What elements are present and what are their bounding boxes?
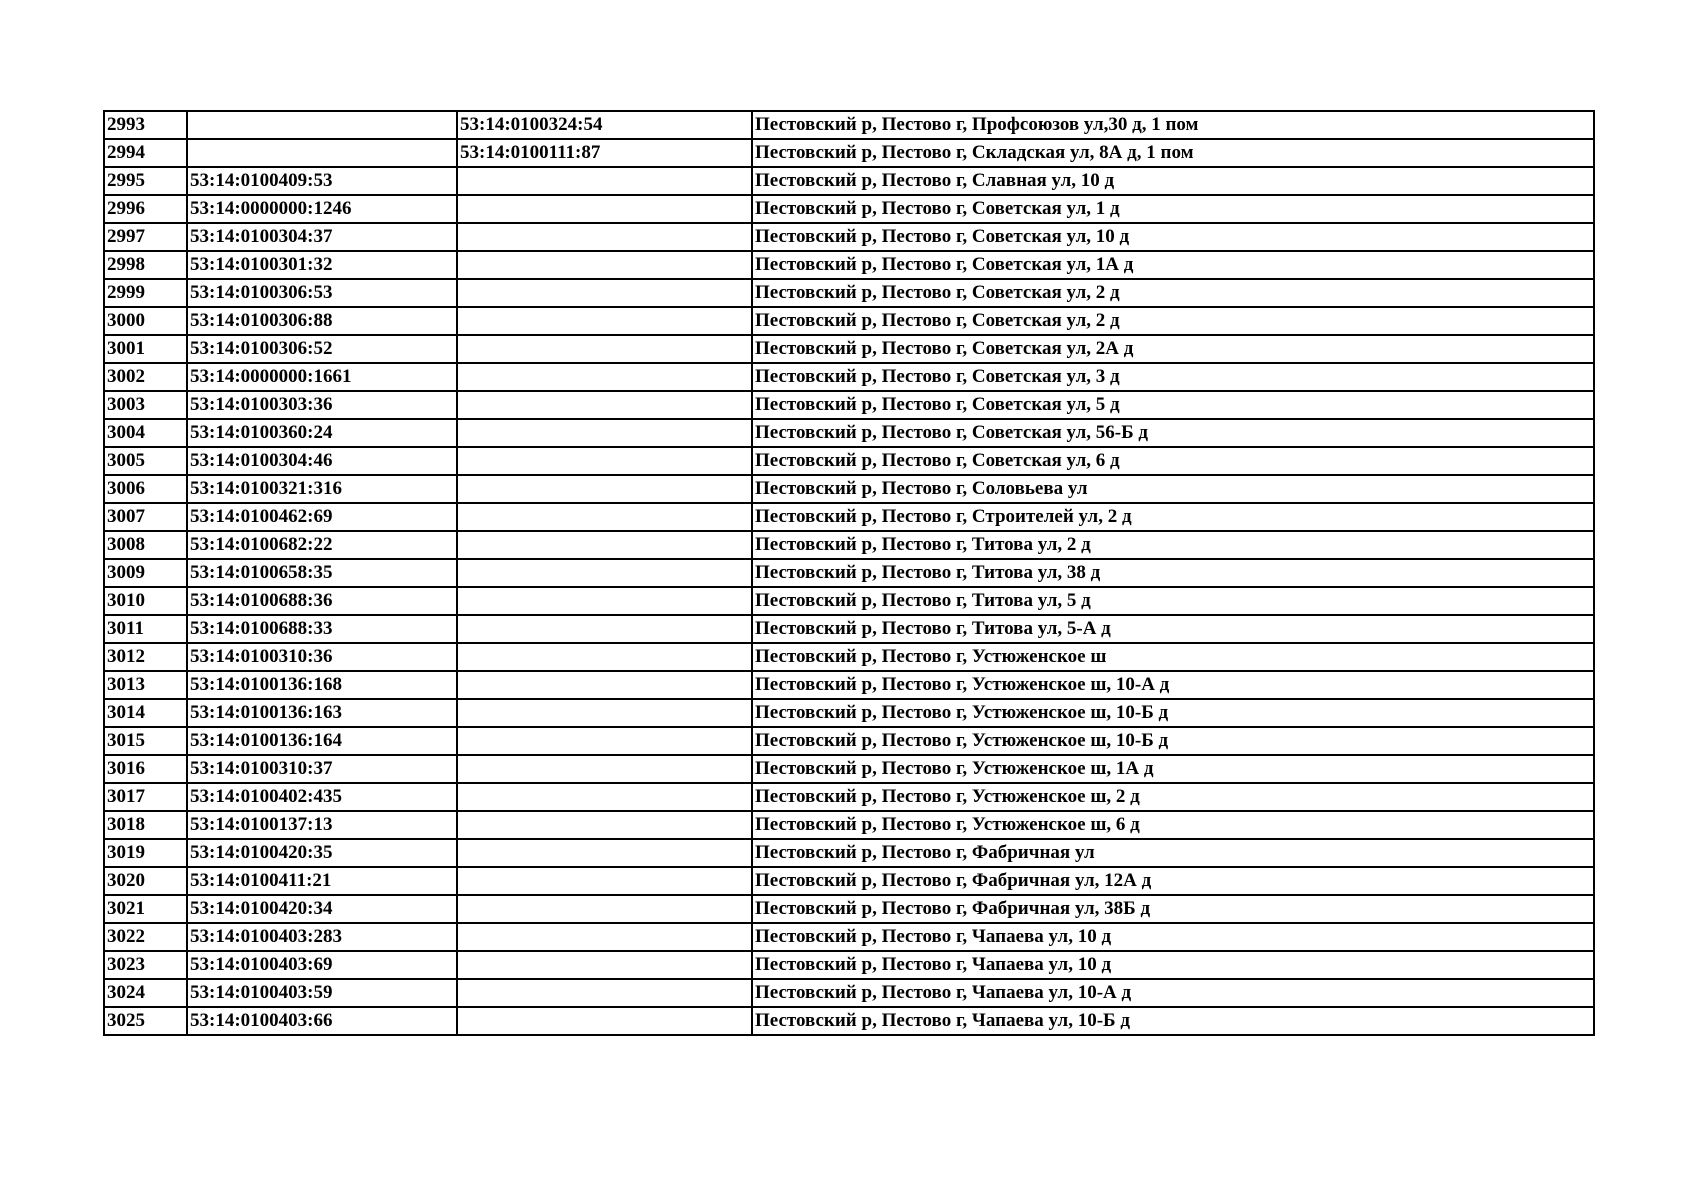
table-row [104, 979, 1594, 1007]
row-number-cell: 3004 [104, 419, 187, 447]
object-cadastral-number-cell [457, 867, 752, 895]
land-cadastral-number-cell: 53:14:0100688:36 [187, 587, 457, 615]
row-number-cell: 2995 [104, 167, 187, 195]
row-number-cell: 3014 [104, 699, 187, 727]
land-cadastral-number-cell: 53:14:0100403:66 [187, 1007, 457, 1035]
land-cadastral-number-cell: 53:14:0100658:35 [187, 559, 457, 587]
land-cadastral-number-cell: 53:14:0100420:34 [187, 895, 457, 923]
object-cadastral-number-cell [457, 839, 752, 867]
row-number-cell: 3005 [104, 447, 187, 475]
object-cadastral-number-cell [457, 895, 752, 923]
table-row [104, 335, 1594, 363]
object-cadastral-number-cell [457, 279, 752, 307]
object-cadastral-number-cell [457, 615, 752, 643]
object-cadastral-number-cell [457, 979, 752, 1007]
land-cadastral-number-cell: 53:14:0100310:36 [187, 643, 457, 671]
row-number-cell: 2999 [104, 279, 187, 307]
land-cadastral-number-cell: 53:14:0100304:37 [187, 223, 457, 251]
table-row [104, 559, 1594, 587]
row-number-cell: 3023 [104, 951, 187, 979]
land-cadastral-number-cell: 53:14:0100136:163 [187, 699, 457, 727]
row-number-cell: 3021 [104, 895, 187, 923]
row-number-cell: 3016 [104, 755, 187, 783]
table-row [104, 167, 1594, 195]
land-cadastral-number-cell: 53:14:0100403:283 [187, 923, 457, 951]
address-cell: Пестовский р, Пестово г, Фабричная ул, 12А д [752, 867, 1594, 895]
object-cadastral-number-cell [457, 167, 752, 195]
land-cadastral-number-cell: 53:14:0100301:32 [187, 251, 457, 279]
row-number-cell: 2997 [104, 223, 187, 251]
table-row [104, 867, 1594, 895]
address-cell: Пестовский р, Пестово г, Фабричная ул, 38Б д [752, 895, 1594, 923]
address-cell: Пестовский р, Пестово г, Советская ул, 1А д [752, 251, 1594, 279]
object-cadastral-number-cell [457, 755, 752, 783]
object-cadastral-number-cell: 53:14:0100111:87 [457, 139, 752, 167]
row-number-cell: 3018 [104, 811, 187, 839]
address-cell: Пестовский р, Пестово г, Титова ул, 5-А д [752, 615, 1594, 643]
object-cadastral-number-cell [457, 251, 752, 279]
table-row [104, 447, 1594, 475]
land-cadastral-number-cell [187, 139, 457, 167]
land-cadastral-number-cell: 53:14:0100688:33 [187, 615, 457, 643]
object-cadastral-number-cell [457, 335, 752, 363]
object-cadastral-number-cell [457, 391, 752, 419]
row-number-cell: 3015 [104, 727, 187, 755]
address-cell: Пестовский р, Пестово г, Титова ул, 5 д [752, 587, 1594, 615]
address-cell: Пестовский р, Пестово г, Профсоюзов ул,30 д, 1 пом [752, 111, 1594, 139]
address-cell: Пестовский р, Пестово г, Устюженское ш, 6 д [752, 811, 1594, 839]
address-cell: Пестовский р, Пестово г, Советская ул, 6 д [752, 447, 1594, 475]
address-cell: Пестовский р, Пестово г, Советская ул, 1 д [752, 195, 1594, 223]
land-cadastral-number-cell: 53:14:0100306:53 [187, 279, 457, 307]
row-number-cell: 2998 [104, 251, 187, 279]
table-row [104, 895, 1594, 923]
row-number-cell: 3020 [104, 867, 187, 895]
row-number-cell: 3002 [104, 363, 187, 391]
object-cadastral-number-cell [457, 503, 752, 531]
row-number-cell: 3017 [104, 783, 187, 811]
object-cadastral-number-cell [457, 783, 752, 811]
land-cadastral-number-cell: 53:14:0100420:35 [187, 839, 457, 867]
object-cadastral-number-cell [457, 587, 752, 615]
table-row [104, 923, 1594, 951]
land-cadastral-number-cell: 53:14:0100321:316 [187, 475, 457, 503]
object-cadastral-number-cell [457, 699, 752, 727]
table-row [104, 279, 1594, 307]
object-cadastral-number-cell [457, 475, 752, 503]
address-cell: Пестовский р, Пестово г, Строителей ул, 2 д [752, 503, 1594, 531]
address-cell: Пестовский р, Пестово г, Устюженское ш, 10-Б д [752, 699, 1594, 727]
address-cell: Пестовский р, Пестово г, Советская ул, 2 д [752, 279, 1594, 307]
address-cell: Пестовский р, Пестово г, Славная ул, 10 д [752, 167, 1594, 195]
land-cadastral-number-cell: 53:14:0100310:37 [187, 755, 457, 783]
address-cell: Пестовский р, Пестово г, Чапаева ул, 10 д [752, 923, 1594, 951]
row-number-cell: 3010 [104, 587, 187, 615]
table-row [104, 951, 1594, 979]
table-row [104, 587, 1594, 615]
address-cell: Пестовский р, Пестово г, Советская ул, 10 д [752, 223, 1594, 251]
row-number-cell: 2994 [104, 139, 187, 167]
address-cell: Пестовский р, Пестово г, Титова ул, 38 д [752, 559, 1594, 587]
address-cell: Пестовский р, Пестово г, Чапаева ул, 10 д [752, 951, 1594, 979]
table-row [104, 307, 1594, 335]
table-row [104, 391, 1594, 419]
land-cadastral-number-cell: 53:14:0100360:24 [187, 419, 457, 447]
row-number-cell: 3001 [104, 335, 187, 363]
object-cadastral-number-cell [457, 923, 752, 951]
registry-table-body [104, 111, 1594, 1035]
object-cadastral-number-cell [457, 307, 752, 335]
row-number-cell: 3019 [104, 839, 187, 867]
table-row [104, 643, 1594, 671]
land-cadastral-number-cell [187, 111, 457, 139]
table-row [104, 223, 1594, 251]
address-cell: Пестовский р, Пестово г, Устюженское ш, 10-А д [752, 671, 1594, 699]
row-number-cell: 3000 [104, 307, 187, 335]
row-number-cell: 3008 [104, 531, 187, 559]
table-row [104, 783, 1594, 811]
row-number-cell: 3009 [104, 559, 187, 587]
table-row [104, 727, 1594, 755]
address-cell: Пестовский р, Пестово г, Фабричная ул [752, 839, 1594, 867]
table-row [104, 503, 1594, 531]
object-cadastral-number-cell [457, 419, 752, 447]
land-cadastral-number-cell: 53:14:0100462:69 [187, 503, 457, 531]
table-row [104, 811, 1594, 839]
land-cadastral-number-cell: 53:14:0100136:164 [187, 727, 457, 755]
row-number-cell: 3006 [104, 475, 187, 503]
row-number-cell: 3012 [104, 643, 187, 671]
object-cadastral-number-cell [457, 447, 752, 475]
object-cadastral-number-cell [457, 195, 752, 223]
object-cadastral-number-cell: 53:14:0100324:54 [457, 111, 752, 139]
land-cadastral-number-cell: 53:14:0100411:21 [187, 867, 457, 895]
object-cadastral-number-cell [457, 951, 752, 979]
address-cell: Пестовский р, Пестово г, Устюженское ш, 10-Б д [752, 727, 1594, 755]
row-number-cell: 2993 [104, 111, 187, 139]
land-cadastral-number-cell: 53:14:0100409:53 [187, 167, 457, 195]
row-number-cell: 3011 [104, 615, 187, 643]
table-row [104, 839, 1594, 867]
address-cell: Пестовский р, Пестово г, Соловьева ул [752, 475, 1594, 503]
registry-table [103, 110, 1595, 1036]
land-cadastral-number-cell: 53:14:0100403:69 [187, 951, 457, 979]
land-cadastral-number-cell: 53:14:0100304:46 [187, 447, 457, 475]
table-row [104, 111, 1594, 139]
row-number-cell: 3003 [104, 391, 187, 419]
table-row [104, 475, 1594, 503]
table-row [104, 671, 1594, 699]
address-cell: Пестовский р, Пестово г, Чапаева ул, 10-А д [752, 979, 1594, 1007]
row-number-cell: 3025 [104, 1007, 187, 1035]
object-cadastral-number-cell [457, 363, 752, 391]
address-cell: Пестовский р, Пестово г, Титова ул, 2 д [752, 531, 1594, 559]
row-number-cell: 3024 [104, 979, 187, 1007]
table-row [104, 251, 1594, 279]
table-row [104, 363, 1594, 391]
land-cadastral-number-cell: 53:14:0000000:1246 [187, 195, 457, 223]
object-cadastral-number-cell [457, 559, 752, 587]
land-cadastral-number-cell: 53:14:0100303:36 [187, 391, 457, 419]
row-number-cell: 3022 [104, 923, 187, 951]
address-cell: Пестовский р, Пестово г, Советская ул, 2 д [752, 307, 1594, 335]
address-cell: Пестовский р, Пестово г, Советская ул, 5 д [752, 391, 1594, 419]
address-cell: Пестовский р, Пестово г, Складская ул, 8А д, 1 пом [752, 139, 1594, 167]
land-cadastral-number-cell: 53:14:0100306:88 [187, 307, 457, 335]
row-number-cell: 2996 [104, 195, 187, 223]
object-cadastral-number-cell [457, 1007, 752, 1035]
table-row [104, 699, 1594, 727]
address-cell: Пестовский р, Пестово г, Устюженское ш, 2 д [752, 783, 1594, 811]
address-cell: Пестовский р, Пестово г, Советская ул, 2А д [752, 335, 1594, 363]
address-cell: Пестовский р, Пестово г, Советская ул, 56-Б д [752, 419, 1594, 447]
object-cadastral-number-cell [457, 643, 752, 671]
object-cadastral-number-cell [457, 531, 752, 559]
land-cadastral-number-cell: 53:14:0100403:59 [187, 979, 457, 1007]
object-cadastral-number-cell [457, 671, 752, 699]
object-cadastral-number-cell [457, 811, 752, 839]
row-number-cell: 3007 [104, 503, 187, 531]
table-row [104, 139, 1594, 167]
row-number-cell: 3013 [104, 671, 187, 699]
land-cadastral-number-cell: 53:14:0100402:435 [187, 783, 457, 811]
address-cell: Пестовский р, Пестово г, Устюженское ш, 1А д [752, 755, 1594, 783]
land-cadastral-number-cell: 53:14:0100682:22 [187, 531, 457, 559]
table-row [104, 755, 1594, 783]
address-cell: Пестовский р, Пестово г, Чапаева ул, 10-Б д [752, 1007, 1594, 1035]
address-cell: Пестовский р, Пестово г, Советская ул, 3 д [752, 363, 1594, 391]
table-row [104, 615, 1594, 643]
object-cadastral-number-cell [457, 727, 752, 755]
land-cadastral-number-cell: 53:14:0100306:52 [187, 335, 457, 363]
land-cadastral-number-cell: 53:14:0100137:13 [187, 811, 457, 839]
address-cell: Пестовский р, Пестово г, Устюженское ш [752, 643, 1594, 671]
table-row [104, 1007, 1594, 1035]
table-row [104, 419, 1594, 447]
land-cadastral-number-cell: 53:14:0100136:168 [187, 671, 457, 699]
land-cadastral-number-cell: 53:14:0000000:1661 [187, 363, 457, 391]
object-cadastral-number-cell [457, 223, 752, 251]
table-row [104, 531, 1594, 559]
table-row [104, 195, 1594, 223]
